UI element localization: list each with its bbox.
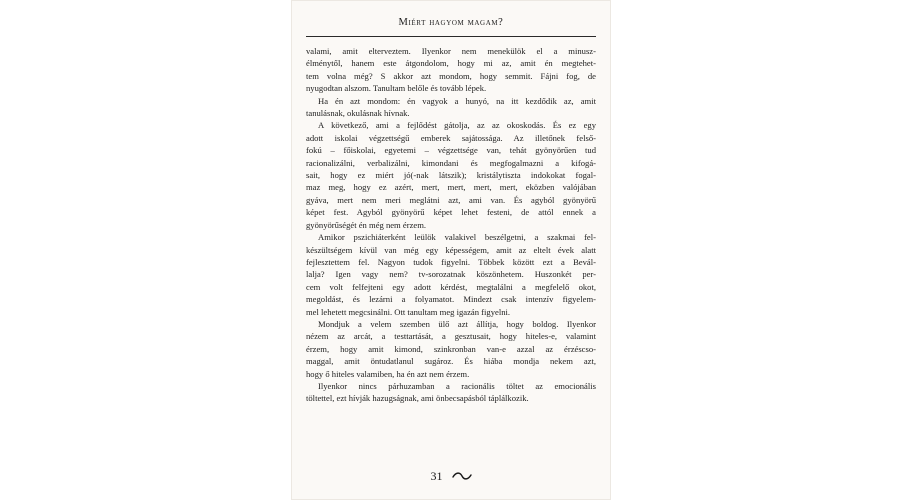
text-line: adott iskolai végzettségű emberek sajátossága. Az illetőnek felső- (306, 132, 596, 143)
text-line: töltettel, ezt hívják hazugságnak, ami önbecsapásból táplálkozik. (306, 393, 529, 404)
book-page (291, 0, 611, 500)
text-line: racionalizálni, verbalizálni, kimondani és megfogalmazni a kifogá- (306, 157, 596, 168)
text-line: mel lehetett megcsinálni. Ott tanultam meg igazán figyelni. (306, 306, 511, 317)
text-line: készültségem kívül van még egy képességem, amit az eltelt évek alatt (306, 244, 596, 255)
text-line: maz meg, hogy ez azért, mert, mert, mert, mert, eközben valójában (306, 182, 596, 193)
header-rule (306, 36, 596, 37)
text-line: Ilyenkor nincs párhuzamban a racionális töltet az emocionális (318, 380, 596, 391)
text-line: fokú – főiskolai, egyetemi – végzettsége van, tehát gyönyörűen tud (306, 145, 596, 156)
running-head: Miért hagyom magam? (398, 17, 504, 28)
body-text (306, 45, 596, 405)
text-line: érzem, hogy amit kimond, szinkronban van-e azzal az érzéscso- (306, 343, 596, 354)
text-line: Amikor pszichiáterként leülök valakivel beszélgetni, a szakmai fel- (318, 232, 596, 243)
text-line: nyugodtan alszom. Tanultam belőle és tovább lépek. (306, 83, 487, 94)
text-line: Mondjuk a velem szemben ülő azt állítja, hogy boldog. Ilyenkor (318, 318, 596, 329)
text-line: maggal, amit öntudatlanul sugároz. És hiába mondja nekem azt, (306, 356, 596, 367)
text-line: élménytől, hanem este átgondolom, hogy mi az, amit én megtehet- (306, 58, 596, 69)
text-line: képet fest. Agyból gyönyörű képet lehet festeni, de attól ennek a (306, 207, 596, 218)
text-line: A következő, ami a fejlődést gátolja, az az okoskodás. És ez egy (318, 120, 596, 131)
text-line: tanulásnak, okulásnak hívnak. (306, 108, 410, 119)
text-line: sait, hogy ez miért jó(-nak látszik); kristálytiszta indokokat fogal- (306, 170, 596, 181)
text-line: tem volna még? S akkor azt mondom, hogy semmit. Fájni fog, de (306, 70, 596, 81)
text-line: hogy ő hiteles valamiben, ha én azt nem érzem. (306, 368, 470, 379)
text-line: valami, amit elterveztem. Ilyenkor nem menekülök el a minusz- (306, 46, 596, 56)
text-line: gyáva, mert nem meri meglátni azt, ami van. És agyból gyönyörű (306, 194, 596, 205)
text-line: gyönyörűségét én még nem érzem. (306, 219, 427, 230)
text-line: cem volt felfejteni egy adott kérdést, megtalálni a megfelelő okot, (306, 281, 596, 292)
text-line: nézem az arcát, a testtartását, a gesztusait, hogy hiteles-e, valamint (306, 331, 596, 342)
text-line: lalja? Igen vagy nem? tv-sorozatnak köszönhetem. Huszonkét per- (306, 269, 596, 280)
text-line: megoldást, és lezárni a folyamatot. Mindezt csak intenzív figyelem- (306, 294, 596, 305)
tilde-ornament-icon (452, 471, 472, 481)
text-line: fejlesztettem fel. Nagyon tudok figyelni. Többek között ezt a Bevál- (306, 256, 596, 267)
page-number: 31 (430, 468, 443, 483)
page-footer (291, 468, 611, 484)
text-line: Ha én azt mondom: én vagyok a hunyó, na itt kezdődik az, amit (318, 95, 596, 106)
